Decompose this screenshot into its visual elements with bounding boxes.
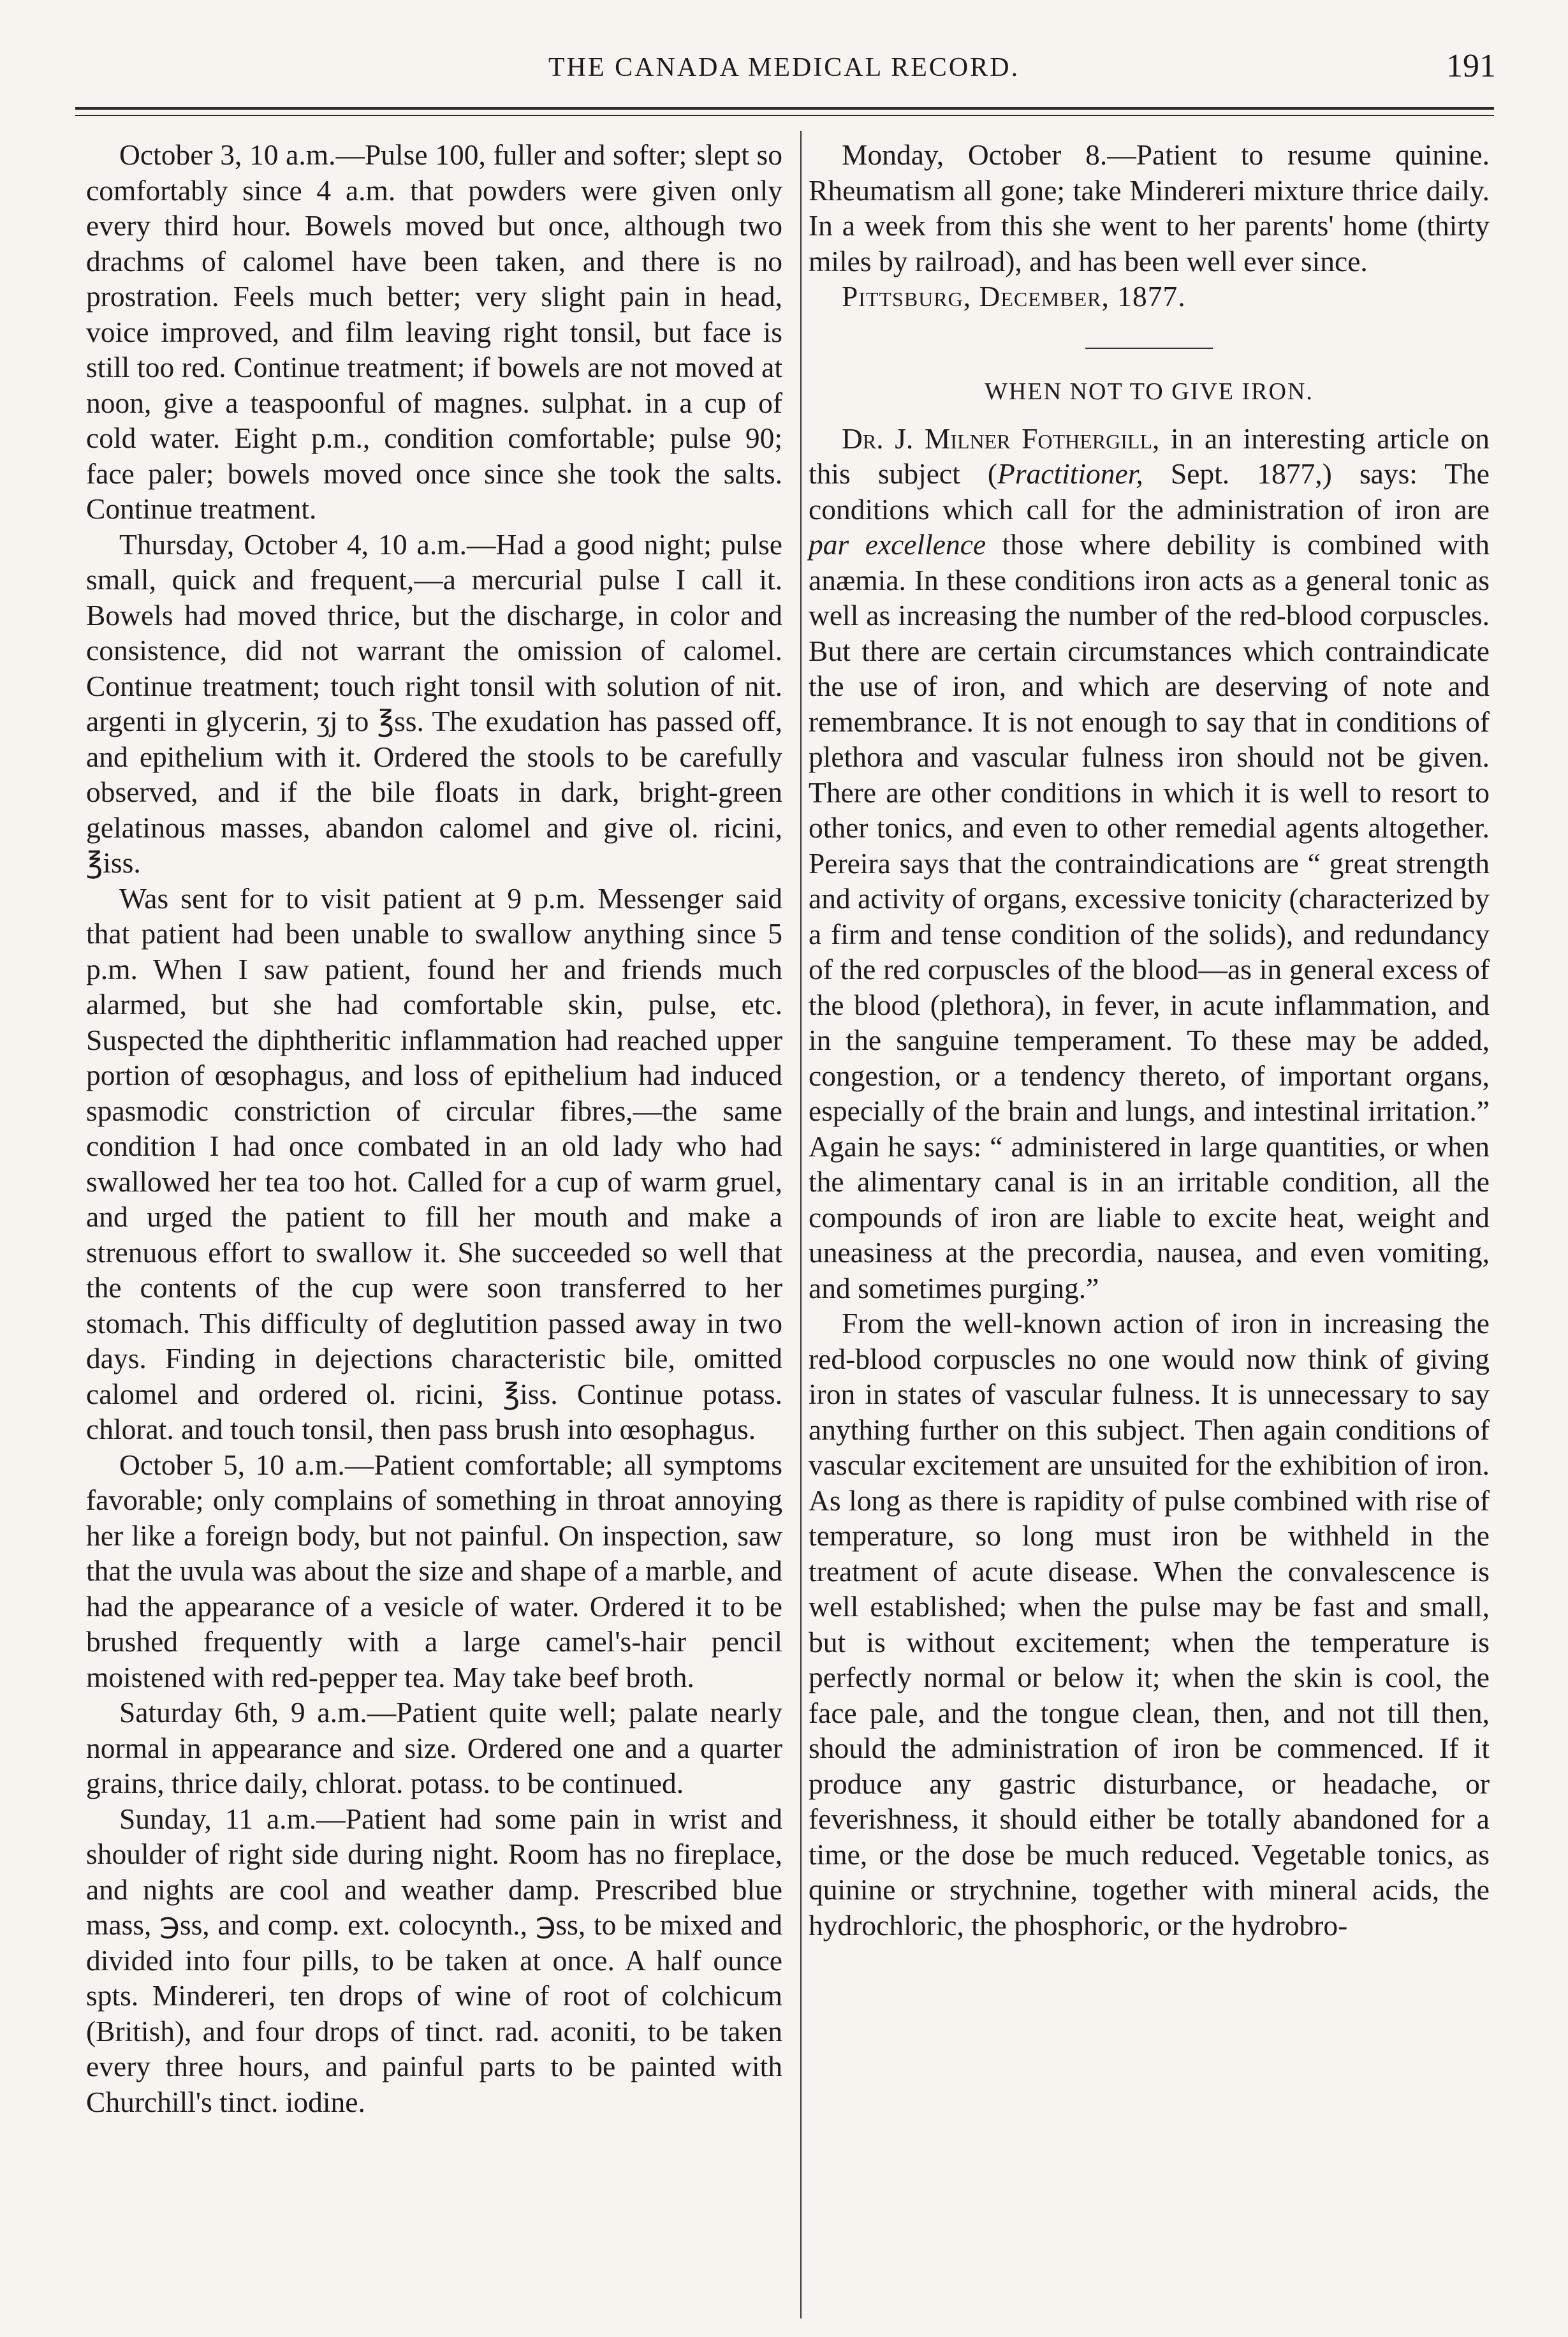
article-intro: in an interesting article on this subject (	[809, 422, 1490, 490]
article-emphasis: par excellence	[809, 528, 986, 561]
article-intro-rest: Sept. 1877,) says: The conditions which call for the administration of iron are	[809, 457, 1490, 526]
section-divider	[1085, 348, 1213, 349]
header-rule-thin	[75, 115, 1494, 116]
case-entry-saturday: Saturday 6th, 9 a.m.—Patient quite well; palate nearly normal in appearance and size. Ordered one and a quarter grains, thrice daily, chlorat. potass. to be continued.	[86, 1696, 782, 1799]
case-entry-october-4: Thursday, October 4, 10 a.m.—Had a good night; pulse small, quick and frequent,—a mercurial pulse I call it. Bowels had moved thrice, but the discharge, in color and consistence, did not warrant the omission of calomel. Continue treatment; touch right tonsil with solution of nit. argenti in glycerin, ʒj to ℥ss. The exudation has passed off, and epithelium with it. Ordered the stools to be carefully observed, and if the bile floats in dark, bright-green gelatinous masses, abandon calomel and give ol. ricini, ℥iss.	[86, 527, 782, 879]
running-title: THE CANADA MEDICAL RECORD.	[548, 53, 1020, 82]
page-number: 191	[1446, 48, 1496, 84]
case-entry-october-3: October 3, 10 a.m.—Pulse 100, fuller and softer; slept so comfortably since 4 a.m. that powders were given only every third hour. Bowels moved but once, although two drachms of calomel have been taken, and there is no prostration. Feels much better; very slight pain in head, voice improved, and film leaving right tonsil, but face is still too red. Continue treatment; if bowels are not moved at noon, give a teaspoonful of magnes. sulphat. in a cup of cold water. Eight p.m., condition comfortable; pulse 90; face paler; bowels moved once since she took the salts. Continue treatment.	[86, 138, 782, 525]
header-rule-thick	[75, 107, 1494, 110]
column-divider	[800, 131, 802, 2319]
article-paragraph-2: From the well-known action of iron in increasing the red-blood corpuscles no one would now think of giving iron in states of vascular fulness. It is unnecessary to say anything further on this subject. Then again conditions of vascular excitement are unsuited for the exhibition of iron. As long as there is rapidity of pulse combined with rise of temperature, so long must iron be withheld in the treatment of acute disease. When the convalescence is well established; when the pulse may be fast and small, but is without excitement; when the temperature is perfectly normal or below it; when the skin is cool, the face pale, and the tongue clean, then, and not till then, should the administration of iron be commenced. If it produce any gastric disturbance, or headache, or feverishness, it should either be totally abandoned for a time, or the dose be much reduced. Vegetable tonics, as quinine or strychnine, together with mineral acids, the hydrochloric, the phosphoric, or the hydrobro-	[809, 1307, 1490, 1942]
case-entry-monday: Monday, October 8.—Patient to resume quinine. Rheumatism all gone; take Mindereri mixture thrice daily. In a week from this she went to her parents' home (thirty miles by railroad), and has been well ever since.	[809, 138, 1490, 277]
dateline: Pittsburg, December, 1877.	[842, 280, 1186, 313]
right-column	[809, 137, 1490, 1943]
case-entry-evening-visit: Was sent for to visit patient at 9 p.m. Messenger said that patient had been unable to swallow anything since 5 p.m. When I saw patient, found her and friends much alarmed, but she had comfortable skin, pulse, etc. Suspected the diphtheritic inflammation had reached upper portion of œsophagus, and loss of epithelium had induced spasmodic constriction of circular fibres,—the same condition I had once combated in an old lady who had swallowed her tea too hot. Called for a cup of warm gruel, and urged the patient to fill her mouth and make a strenuous effort to swallow it. She succeeded so well that the contents of the cup were soon transferred to her stomach. This difficulty of deglutition passed away in two days. Finding in dejections characteristic bile, omitted calomel and ordered ol. ricini, ℥iss. Continue potass. chlorat. and touch tonsil, then pass brush into œsophagus.	[86, 881, 782, 1445]
left-column	[86, 137, 782, 2120]
article-author: Dr. J. Milner Fothergill,	[842, 422, 1160, 455]
article-paragraph-1	[809, 421, 1490, 1306]
article-body-1: those where debility is combined with anæmia. In these conditions iron acts as a general tonic as well as increasing the number of the red-blood corpuscles. But there are certain circumstances which contraindicate the use of iron, and which are deserving of note and remembrance. It is not enough to say that in conditions of plethora and vascular fulness iron should not be given. There are other conditions in which it is well to resort to other tonics, and even to other remedial agents altogether. Pereira says that the contraindications are “ great strength and activity of organs, excessive tonicity (characterized by a firm and tense condition of the solids), and redundancy of the red corpuscles of the blood—as in general excess of the blood (plethora), in fever, in acute inflammation, and in the sanguine temperament. To these may be added, congestion, or a tendency thereto, of important organs, especially of the brain and lungs, and intestinal irritation.” Again he says: “ administered in large quantities, or when the alimentary canal is in an irritable condition, all the compounds of iron are liable to excite heat, weight and uneasiness at the precordia, nausea, and even vomiting, and sometimes purging.”	[809, 528, 1490, 1304]
article-title: WHEN NOT TO GIVE IRON.	[985, 378, 1314, 405]
article-source: Practitioner,	[997, 457, 1143, 490]
case-entry-october-5: October 5, 10 a.m.—Patient comfortable; all symptoms favorable; only complains of something in throat annoying her like a foreign body, but not painful. On inspection, saw that the uvula was about the size and shape of a marble, and had the appearance of a vesicle of water. Ordered it to be brushed frequently with a large camel's-hair pencil moistened with red-pepper tea. May take beef broth.	[86, 1448, 782, 1693]
case-entry-sunday: Sunday, 11 a.m.—Patient had some pain in wrist and shoulder of right side during night. Room has no fireplace, and nights are cool and weather damp. Prescribed blue mass, ℈ss, and comp. ext. colocynth., ℈ss, to be mixed and divided into four pills, to be taken at once. A half ounce spts. Mindereri, ten drops of wine of root of colchicum (British), and four drops of tinct. rad. aconiti, to be taken every three hours, and painful parts to be painted with Churchill's tinct. iodine.	[86, 1802, 782, 2118]
